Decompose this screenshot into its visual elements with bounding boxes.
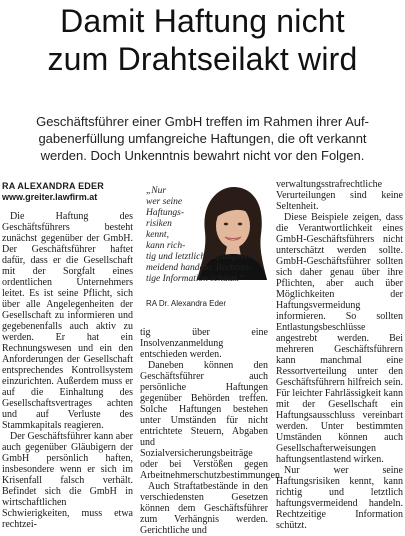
byline <box>2 181 134 203</box>
quote-line-4: risiken <box>146 219 172 229</box>
quote-line-1: „Nur <box>146 186 167 196</box>
lead-line-3: werden. Doch Unkenntnis bewahrt nicht vor den Folgen. <box>40 148 365 163</box>
column2-paragraph-2: Daneben können den Geschäftsführer auch persönliche Haftungen gegenüber Behörden treffen. Solche Haftungen bestehen unter Umständen für nicht entrichtete Steuern, Abgaben und Sozialversicherungsbeiträge oder bei Verstößen gegen Arbeitnehmerschutzbestimmungen. <box>140 360 283 481</box>
quote-line-5: kennt, <box>146 230 169 240</box>
column3-paragraph-3: Nur wer seine Haftungsrisiken kennt, kann richtig und letztlich haftungsvermeidend handeln. Rechtzeitige Information schützt. <box>276 465 403 531</box>
quote-line-3: Haftungs- <box>146 208 184 218</box>
column1-paragraph-2: Der Geschäftsführer kann aber auch gegenüber Gläubigern der GmbH persönlich haften, insbesondere wenn er sich im Krisenfall falsch verhält. Befindet sich die GmbH in wirtschaftlichen Schwierigkeiten, muss etwa rechtzei- <box>2 431 133 530</box>
pull-quote-box <box>140 184 272 312</box>
column2-paragraph-1: tig über eine Insolvenzanmeldung entschieden werden. <box>140 327 268 360</box>
quote-line-6: kann rich- <box>146 241 186 251</box>
quote-line-7: tig und letztlich haftungsver- <box>146 252 256 262</box>
byline-website-link[interactable]: www.greiter.lawfirm.at <box>2 192 98 202</box>
headline <box>0 2 405 78</box>
portrait-caption: RA Dr. Alexandra Eder <box>146 299 227 308</box>
byline-author: RA ALEXANDRA EDER <box>2 181 104 191</box>
column1-paragraph-1: Die Haftung des Geschäftsführers besteht zunächst gegenüber der GmbH. Der Geschäftsführer haftet dafür, dass er die Gesellschaft mit der Sorgfalt eines ordentlichen Unternehmers leitet. Es ist seine Pflicht, sich über alle Angelegenheiten der Gesellschaft zu informieren und gegebenenfalls auch aktiv zu werden. Er hat ein Rechnungswesen und ein den Anforderungen der Gesellschaft entsprechendes Kontrollsystem einzurichten. Außerdem muss er auf die Einhaltung des Gesellschaftsvertrages achten und auf Verluste des Stammkapitals reagieren. <box>2 211 133 431</box>
column3-paragraph-2: Diese Beispiele zeigen, dass die Verantwortlichkeit eines GmbH-Geschäftsführers nicht unterschätzt werden sollte. GmbH-Geschäftsführer sollten sich daher genau über ihre Pflichten, aber auch über Möglichkeiten der Haftungsvermeidung informieren. So sollten Entlastungsbeschlüsse angestrebt werden. Bei mehreren Geschäftsführern kann manchmal eine Ressortverteilung unter den Geschäftsführern hilfreich sein. Für leichter Fahrlässigkeit kann mit der Gesellschaft ein Haftungsausschluss vereinbart werden. Unter bestimmten Umständen können auch Gesellschafterweisungen haftungsentlastend wirken. <box>276 212 403 465</box>
quote-line-8: meidend handeln. Rechtzei- <box>146 263 252 273</box>
quote-line-2: wer seine <box>146 197 183 207</box>
headline-line-1: Damit Haftung nicht <box>60 3 345 39</box>
article-column-1 <box>2 211 133 530</box>
lead-line-2: gabenerfüllung umfangreiche Haftungen, die oft verkannt <box>38 131 367 146</box>
pull-quote <box>146 186 272 285</box>
lead-line-1: Geschäftsführer einer GmbH treffen im Rahmen ihrer Auf- <box>36 114 369 129</box>
quote-line-9: tige Information schützt.“ <box>146 274 245 284</box>
lead-paragraph <box>4 113 401 164</box>
headline-line-2: zum Drahtseilakt wird <box>47 41 358 77</box>
article-column-3 <box>276 179 403 531</box>
article-column-2 <box>140 327 283 536</box>
column3-paragraph-1: verwaltungsstrafrechtliche Verurteilungen sind keine Seltenheit. <box>276 179 403 212</box>
column2-paragraph-3: Auch Straftatbestände in den verschiedensten Gesetzen können dem Geschäftsführer zum Verhängnis werden. Gerichtliche und <box>140 481 268 536</box>
